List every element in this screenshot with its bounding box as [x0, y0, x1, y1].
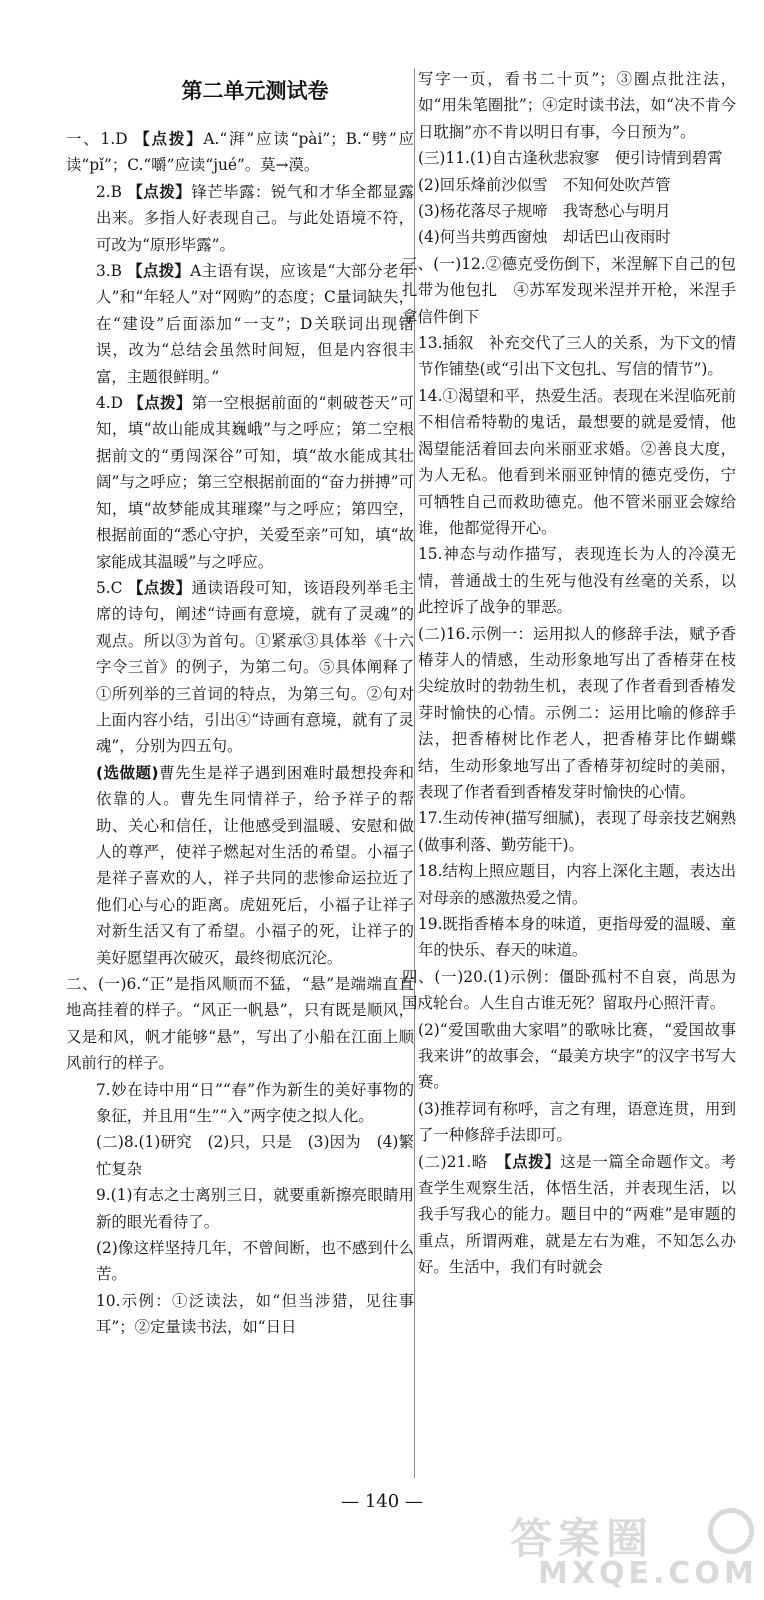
answer-text: 四、(一)20.(1)示例：僵卧孤村不自哀，尚思为国戍轮台。人生自古谁无死？留取丹心照汗青。 — [402, 967, 736, 1013]
answer-explanation: 通读语段可知，该语段列举毛主席的诗句，阐述“诗画有意境，就有了灵魂”的观点。所以③为首句。①紧承③具体举《十六字令三首》的例子，为第二句。⑤具体阐释了①所列举的三首词的特点，为第三句。②句对上面内容小结，引出④“诗画有意境，就有了灵魂”，分别为四五句。 — [96, 578, 414, 756]
answer-text: (2)像这样坚持几年，不曾间断，也不感到什么苦。 — [96, 1239, 414, 1284]
answer-paragraph — [96, 575, 414, 760]
answer-text: 17.生动传神(描写细腻)，表现了母亲技艺娴熟(做事利落、勤劳能干)。 — [418, 809, 736, 854]
answer-text: (3)杨花落尽子规啼 我寄愁心与明月 — [418, 202, 671, 221]
answer-text: 4.D — [96, 394, 129, 413]
answer-text: 10.示例：①泛读法，如“但当涉猎，见往事耳”；②定量读书法，如“日日 — [96, 1291, 414, 1337]
answer-text: 3.B — [96, 262, 128, 281]
answer-text: (2)回乐烽前沙似雪 不知何处吹芦管 — [418, 175, 671, 194]
answer-paragraph — [418, 1149, 736, 1281]
hint-tag: 【点拨】 — [128, 394, 192, 413]
answer-paragraph — [96, 1077, 414, 1130]
answer-text: 二、(一)6.“正”是指风顺而不猛，“悬”是端端直直地高挂着的样子。“风正一帆悬”，只有既是顺风，又是和风，帆才能够“悬”，写出了小船在江面上顺风前行的样子。 — [66, 975, 414, 1073]
hint-tag: 【点拨】 — [134, 130, 204, 148]
answer-text: (二)16.示例一：运用拟人的修辞手法，赋予香椿芽人的情感，生动形象地写出了香椿芽在枝尖绽放时的勃勃生机，表现了作者看到香椿发芽时愉快的心情。示例二：运用比喻的修辞手法，把香椿树比作老人，把香椿芽比作蝴蝶结，生动形象地写出了香椿芽初绽时的美丽，表现了作者看到香椿发芽时愉快的心情。 — [418, 624, 736, 801]
answer-paragraph — [418, 1017, 736, 1096]
answer-paragraph — [418, 330, 736, 383]
answer-explanation: A主语有误，应该是“大部分老年人”和“年轻人”对“网购”的态度；C量词缺失，在“建设”后面添加“一支”；D关联词出现错误，改为“总结会虽然时间短，但是内容很丰富，主题很鲜明。” — [96, 262, 414, 386]
answer-paragraph — [96, 1129, 414, 1182]
answer-paragraph — [418, 805, 736, 858]
answer-explanation: 曹先生是祥子遇到困难时最想投奔和依靠的人。曹先生同情祥子，给予祥子的帮助、关心和信任，让他感受到温暖、安慰和做人的尊严，使祥子燃起对生活的希望。小福子是祥子喜欢的人，祥子共同的悲惨命运拉近了他们心与心的距离。虎妞死后，小福子让祥子对新生活又有了希望。小福子的死，让祥子的美好愿望再次破灭，最终彻底沉沦。 — [96, 763, 414, 967]
answer-explanation: 锋芒毕露：锐气和才华全都显露出来。多指人好表现自己。与此处语境不符，可改为“原形毕露”。 — [96, 182, 414, 254]
answer-paragraph — [402, 251, 736, 330]
answer-text: 15.神态与动作描写，表现连长为人的冷漠无情，普通战士的生死与他没有丝毫的关系，以此控诉了战争的罪恶。 — [418, 545, 736, 617]
answer-paragraph — [96, 258, 414, 390]
answer-paragraph — [418, 172, 736, 198]
answer-paragraph — [66, 971, 414, 1077]
answer-paragraph — [418, 383, 736, 541]
hint-tag: (选做题) — [96, 763, 159, 782]
hint-tag: 【点拨】 — [127, 578, 192, 597]
answer-column-right — [402, 66, 736, 1281]
answer-paragraph — [418, 145, 736, 171]
answer-text: 5.C — [96, 578, 128, 597]
page-title: 第二单元测试卷 — [181, 79, 329, 103]
answer-paragraph — [96, 1288, 414, 1341]
hint-tag: 【点拨】 — [503, 1152, 561, 1171]
answer-text: 18.结构上照应题目，内容上深化主题，表达出对母亲的感激热爱之情。 — [418, 862, 736, 907]
answer-paragraph — [418, 858, 736, 911]
answer-text: (三)11.(1)自古逢秋悲寂寥 便引诗情到碧霄 — [418, 149, 723, 168]
answer-text: 14.①渴望和平，热爱生活。表现在米涅临死前不相信希特勒的鬼话，最想要的就是爱情，他渴望能活着回去向米丽亚求婚。②善良大度，为人无私。他看到米丽亚钟情的德克受伤，宁可牺牲自己而救助德克。他不管米丽亚会嫁给谁，他都觉得开心。 — [418, 386, 736, 537]
answer-paragraph — [66, 126, 414, 179]
answer-text: 一、1.D — [66, 130, 135, 148]
answer-paragraph — [418, 66, 736, 145]
answer-paragraph — [402, 964, 736, 1017]
answer-paragraph — [418, 911, 736, 964]
answer-explanation: A.“湃”应读“pài”；B.“劈”应读“pǐ”；C.“嚼”应读“jué”。莫→漠。 — [66, 130, 414, 175]
answer-text: (二)8.(1)研究 (2)只，只是 (3)因为 (4)繁忙复杂 — [96, 1133, 414, 1178]
answer-text: (3)推荐词有称呼，言之有理，语意连贯，用到了一种修辞手法即可。 — [418, 1099, 736, 1145]
answer-text: 2.B — [96, 182, 128, 201]
answer-column-left — [66, 126, 414, 1341]
answer-paragraph — [418, 224, 736, 250]
answer-paragraph — [96, 390, 414, 575]
answer-paragraph — [96, 179, 414, 258]
answer-paragraph — [96, 1182, 414, 1235]
answer-text: (2)“爱国歌曲大家唱”的歌咏比赛，“爱国故事我来讲”的故事会，“最美方块字”的汉字书写大赛。 — [418, 1020, 736, 1092]
answer-explanation: 这是一篇全命题作文。考查学生观察生活，体悟生活，并表现生活，以我手写我心的能力。题目中的“两难”是审题的重点，所谓两难，就是左右为难，不知怎么办好。生活中，我们有时就会 — [418, 1152, 736, 1277]
answer-text: 19.既指香椿本身的味道，更指母爱的温暖、童年的快乐、春天的味道。 — [418, 915, 736, 960]
answer-paragraph — [96, 760, 414, 971]
watermark-top-text: 答案圈 — [510, 1514, 655, 1563]
title-wrap — [96, 66, 414, 106]
answer-text: (二)21.略 — [418, 1152, 504, 1171]
answer-explanation: 第一空根据前面的“刺破苍天”可知，填“故山能成其巍峨”与之呼应；第二空根据前文的“勇闯深谷”可知，填“故水能成其壮阔”与之呼应；第三空根据前面的“奋力拼搏”可知，填“故梦能成其璀璨”与之呼应；第四空，根据前面的“悉心守护，关爱至亲”可知，填“故家能成其温暖”与之呼应。 — [96, 394, 414, 571]
answer-paragraph — [418, 541, 736, 620]
watermark-bottom-text: MXQE.COM — [538, 1556, 758, 1591]
answer-text: (4)何当共剪西窗烛 却话巴山夜雨时 — [418, 228, 671, 247]
answer-text: 三、(一)12.②德克受伤倒下，米涅解下自己的包扎带为他包扎 ④苏军发现米涅并开枪，米涅手拿信件倒下 — [402, 254, 736, 326]
answer-paragraph — [418, 198, 736, 224]
watermark-logo — [504, 1506, 758, 1592]
watermark-circle-icon — [708, 1508, 754, 1554]
answer-paragraph — [418, 1096, 736, 1149]
answer-text: 写字一页，看书二十页”；③圈点批注法，如“用朱笔圈批”；④定时读书法，如“决不肯今日耽搁”亦不肯以明日有事，今日预为”。 — [418, 70, 736, 141]
answer-text: 9.(1)有志之士离别三日，就要重新擦亮眼睛用新的眼光看待了。 — [96, 1186, 414, 1231]
answer-text: 7.妙在诗中用“日”“春”作为新生的美好事物的象征，并且用“生”“入”两字使之拟人化。 — [96, 1080, 414, 1126]
answer-text: 13.插叙 补充交代了三人的关系，为下文的情节作铺垫(或“引出下文包扎、写信的情节”)。 — [418, 334, 736, 379]
answer-paragraph — [418, 621, 736, 806]
answer-paragraph — [96, 1235, 414, 1288]
hint-tag: 【点拨】 — [127, 182, 192, 201]
hint-tag: 【点拨】 — [127, 262, 191, 281]
page-number: — 140 — — [341, 1491, 423, 1512]
